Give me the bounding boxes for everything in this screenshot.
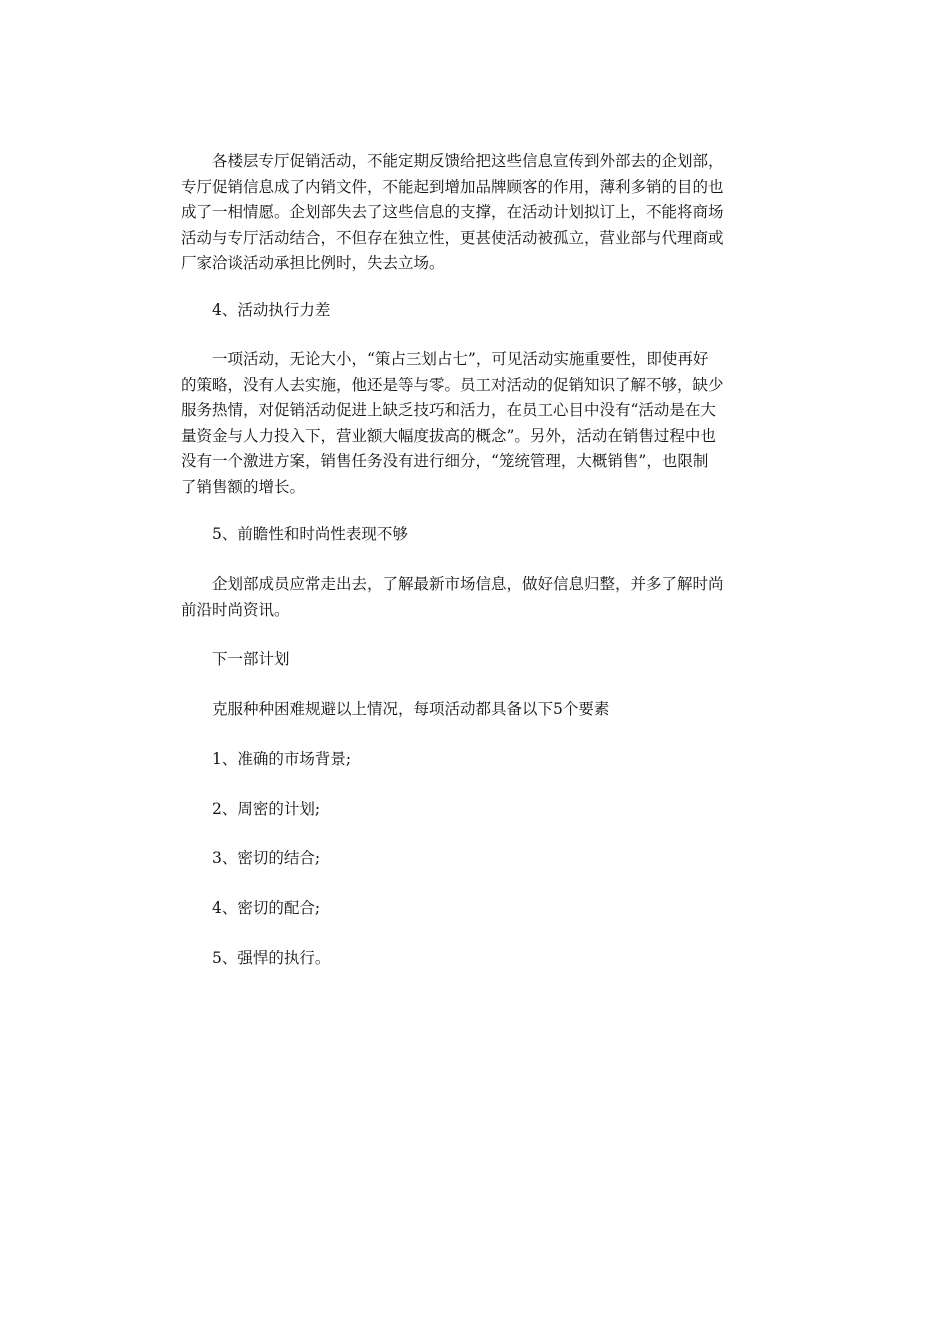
paragraph-execution [181,347,724,500]
paragraph-line: 前沿时尚资讯。 [181,600,290,619]
section-heading-next-plan: 下一部计划 [212,650,290,668]
section-heading-foresight: 5、前瞻性和时尚性表现不够 [212,525,408,543]
paragraph-line: 了销售额的增长。 [181,477,306,496]
section-heading-execution: 4、活动执行力差 [212,301,331,319]
paragraph-line: 服务热情，对促销活动促进上缺乏技巧和活力，在员工心目中没有“活动是在大 [181,401,716,419]
paragraph-line: 的策略，没有人去实施，他还是等与零。员工对活动的促销知识了解不够，缺少 [181,375,724,394]
paragraph-line: 企划部成员应常走出去，了解最新市场信息，做好信息归整，并多了解时尚 [212,575,724,593]
list-item: 3、密切的结合; [212,849,321,867]
paragraph-line: 一项活动，无论大小，“策占三划占七”，可见活动实施重要性，即使再好 [212,350,709,368]
list-item: 2、周密的计划; [212,800,321,818]
paragraph-five-elements: 克服种种困难规避以上情况，每项活动都具备以下5个要素 [212,700,610,718]
paragraph-line: 各楼层专厅促销活动，不能定期反馈给把这些信息宣传到外部去的企划部， [212,152,724,170]
paragraph-line: 活动与专厅活动结合，不但存在独立性，更甚使活动被孤立，营业部与代理商或 [181,228,724,247]
paragraph-store-promotions [181,149,724,277]
paragraph-line: 厂家洽谈活动承担比例时，失去立场。 [181,254,445,272]
list-item: 4、密切的配合; [212,899,321,917]
list-item: 1、准确的市场背景; [212,750,352,768]
paragraph-line: 成了一相情愿。企划部失去了这些信息的支撑，在活动计划拟订上，不能将商场 [181,203,724,221]
paragraph-line: 专厅促销信息成了内销文件，不能起到增加品牌顾客的作用，薄利多销的目的也 [181,177,724,196]
paragraph-foresight [181,572,724,623]
list-item: 5、强悍的执行。 [212,949,331,967]
paragraph-line: 量资金与人力投入下，营业额大幅度拔高的概念”。另外，活动在销售过程中也 [181,426,716,445]
paragraph-line: 没有一个激进方案，销售任务没有进行细分，“笼统管理，大概销售”，也限制 [181,452,709,470]
